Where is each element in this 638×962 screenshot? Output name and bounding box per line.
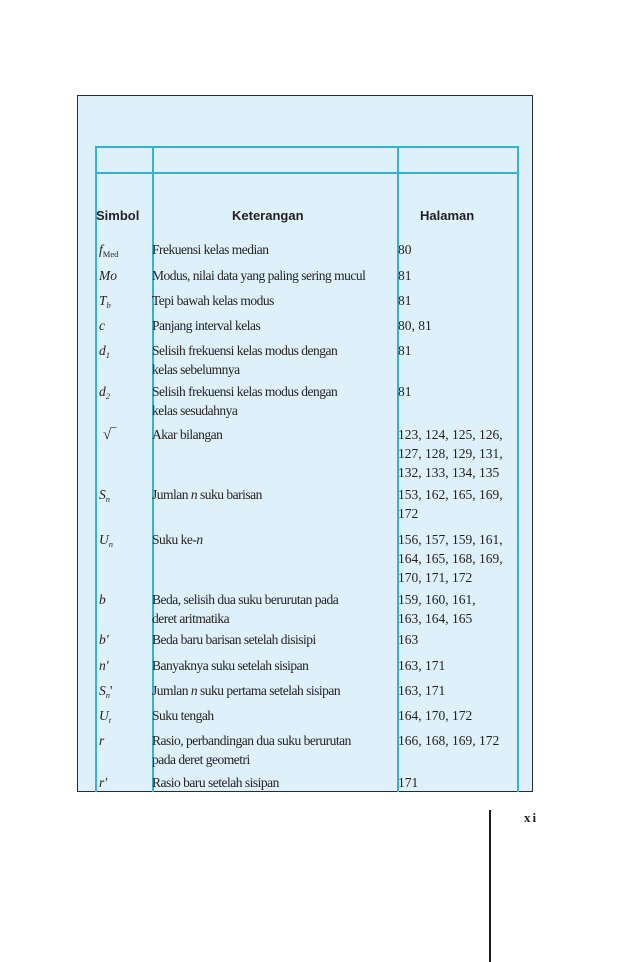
header-symbol: Simbol xyxy=(96,208,140,223)
row-symbol: $U_n$ xyxy=(99,532,113,549)
row-description: Selisih frekuensi kelas modus dengan xyxy=(152,343,338,358)
row-pages: 170, 171, 172 xyxy=(398,570,473,585)
row-description: Suku ke-n xyxy=(152,532,203,547)
row-description: Selisih frekuensi kelas modus dengan xyxy=(152,384,338,399)
row-pages: 123, 124, 125, 126, xyxy=(398,427,503,442)
row-description: Banyaknya suku setelah sisipan xyxy=(152,658,309,673)
row-pages: 81 xyxy=(398,293,412,308)
row-symbol: $U_t$ xyxy=(99,708,112,725)
row-symbol: r' xyxy=(99,775,108,790)
row-description: Beda baru barisan setelah disisipi xyxy=(152,632,316,647)
row-pages: 127, 128, 129, 131, xyxy=(398,446,503,461)
row-pages: 153, 162, 165, 169, xyxy=(398,487,503,502)
row-description: Modus, nilai data yang paling sering mucul xyxy=(152,268,366,283)
row-description: Jumlan n suku pertama setelah sisipan xyxy=(152,683,341,698)
row-pages: 156, 157, 159, 161, xyxy=(398,532,503,547)
row-pages: 80 xyxy=(398,242,412,257)
row-pages: 80, 81 xyxy=(398,318,432,333)
header-pages: Halaman xyxy=(420,208,475,223)
row-pages: 172 xyxy=(398,506,419,521)
row-pages: 163, 164, 165 xyxy=(398,611,473,626)
row-symbol: $T_b$ xyxy=(99,293,111,310)
row-symbol: $d_2$ xyxy=(99,384,110,401)
row-description: Panjang interval kelas xyxy=(152,318,261,333)
row-pages: 166, 168, 169, 172 xyxy=(398,733,500,748)
row-pages: 164, 165, 168, 169, xyxy=(398,551,503,566)
row-pages: 81 xyxy=(398,343,412,358)
page-number: xi xyxy=(524,810,539,825)
margin-rule xyxy=(489,810,491,962)
row-description: Akar bilangan xyxy=(152,427,223,442)
row-description: Rasio, perbandingan dua suku berurutan xyxy=(152,733,351,748)
row-symbol: c xyxy=(99,318,105,333)
row-symbol: r xyxy=(99,733,105,748)
table-grid-right xyxy=(517,146,519,792)
row-description: Beda, selisih dua suku berurutan pada xyxy=(152,592,339,607)
header-description: Keterangan xyxy=(232,208,304,223)
row-pages: 159, 160, 161, xyxy=(398,592,476,607)
row-pages: 171 xyxy=(398,775,419,790)
row-pages: 81 xyxy=(398,268,412,283)
row-pages: 163 xyxy=(398,632,419,647)
table-grid-top xyxy=(95,146,518,148)
row-pages: 164, 170, 172 xyxy=(398,708,473,723)
row-symbol: $d_1$ xyxy=(99,343,110,360)
row-description: kelas sesudahnya xyxy=(152,403,238,418)
row-description: pada deret geometri xyxy=(152,752,250,767)
row-symbol: $S_n$ xyxy=(99,487,110,504)
row-description: Tepi bawah kelas modus xyxy=(152,293,274,308)
row-symbol: $f_{Med}$ xyxy=(99,242,119,259)
row-description: Suku tengah xyxy=(152,708,214,723)
row-description: kelas sebelumnya xyxy=(152,362,240,377)
row-symbol: $S_n'$ xyxy=(99,683,113,700)
row-description: deret aritmatika xyxy=(152,611,230,626)
row-pages: 81 xyxy=(398,384,412,399)
table-grid-left xyxy=(95,146,97,792)
row-symbol: n' xyxy=(99,658,109,673)
table-grid-midline xyxy=(95,172,518,174)
row-pages: 132, 133, 134, 135 xyxy=(398,465,500,480)
row-symbol: b' xyxy=(99,632,109,647)
row-pages: 163, 171 xyxy=(398,658,446,673)
row-symbol: √‾ xyxy=(103,427,117,443)
row-symbol: Mo xyxy=(99,268,117,283)
row-pages: 163, 171 xyxy=(398,683,446,698)
row-description: Jumlan n suku barisan xyxy=(152,487,262,502)
row-description: Rasio baru setelah sisipan xyxy=(152,775,279,790)
row-symbol: b xyxy=(99,592,106,607)
row-description: Frekuensi kelas median xyxy=(152,242,269,257)
